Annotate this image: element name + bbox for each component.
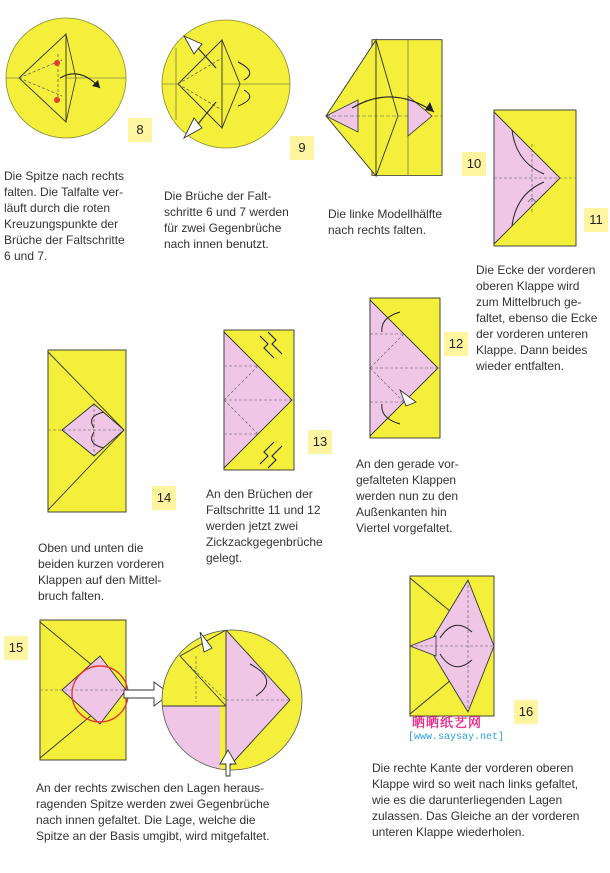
step-caption-11: Die Ecke der vorderen oberen Klappe wird zum Mittelbruch ge- faltet, ebenso die Ecke der vorderen unteren Klappe. Dann beides wieder entfalten. (476, 263, 598, 373)
step-caption-15: An der rechts zwischen den Lagen heraus- ragenden Spitze werden zwei Gegenbrüche nach innen gefaltet. Die Lage, welche die Spitze an der Basis umgibt, wird mitgefaltet. (36, 781, 270, 843)
watermark-url: [www.saysay.net] (408, 732, 505, 743)
step-number-14: 14 (152, 486, 176, 510)
diagram-step-15-zoom (160, 626, 310, 776)
diagram-step-10 (322, 36, 462, 176)
diagram-step-14 (48, 350, 158, 520)
diagram-step-12 (370, 298, 456, 448)
step-number-9: 9 (290, 136, 314, 160)
step-caption-10: Die linke Modellhälfte nach rechts falten. (328, 207, 443, 237)
step-number-8: 8 (128, 118, 152, 142)
step-number-16: 16 (514, 700, 538, 724)
watermark-logo: 晒晒纸艺网 (412, 715, 483, 730)
step-caption-8: Die Spitze nach rechts falten. Die Talfalte ver- läuft durch die roten Kreuzungspunkte der Brüche der Faltschritte 6 und 7. (4, 169, 125, 263)
step-caption-16: Die rechte Kante der vorderen oberen Klappe wird so weit nach links gefaltet, wie es die darunterliegenden Lagen zulassen. Das Gleiche an der vorderen unteren Klappe wiederholen. (372, 761, 580, 839)
step-number-10: 10 (462, 152, 486, 176)
step-caption-12: An den gerade vor- gefalteten Klappen werden nun zu den Außenkanten hin Viertel vorgefaltet. (356, 457, 459, 535)
red-crosspoint-top (54, 60, 60, 66)
diagram-step-11 (494, 110, 580, 260)
step-number-13: 13 (308, 430, 332, 454)
step-number-12: 12 (444, 332, 468, 356)
diagram-step-16 (410, 576, 500, 726)
diagram-step-8 (4, 14, 144, 154)
step-caption-14: Oben und unten die beiden kurzen vorderen Klappen auf den Mittel- bruch falten. (38, 541, 165, 603)
step-number-15: 15 (4, 636, 28, 660)
step-caption-13: An den Brüchen der Faltschritte 11 und 12 werden jetzt zwei Zickzackgegenbrüche gelegt. (206, 487, 323, 565)
step-number-11: 11 (584, 208, 608, 232)
step-caption-9: Die Brüche der Falt- schritte 6 und 7 werden für zwei Gegenbrüche nach innen benutzt. (164, 189, 289, 251)
diagram-step-13 (224, 330, 310, 480)
red-crosspoint-bottom (54, 97, 60, 103)
